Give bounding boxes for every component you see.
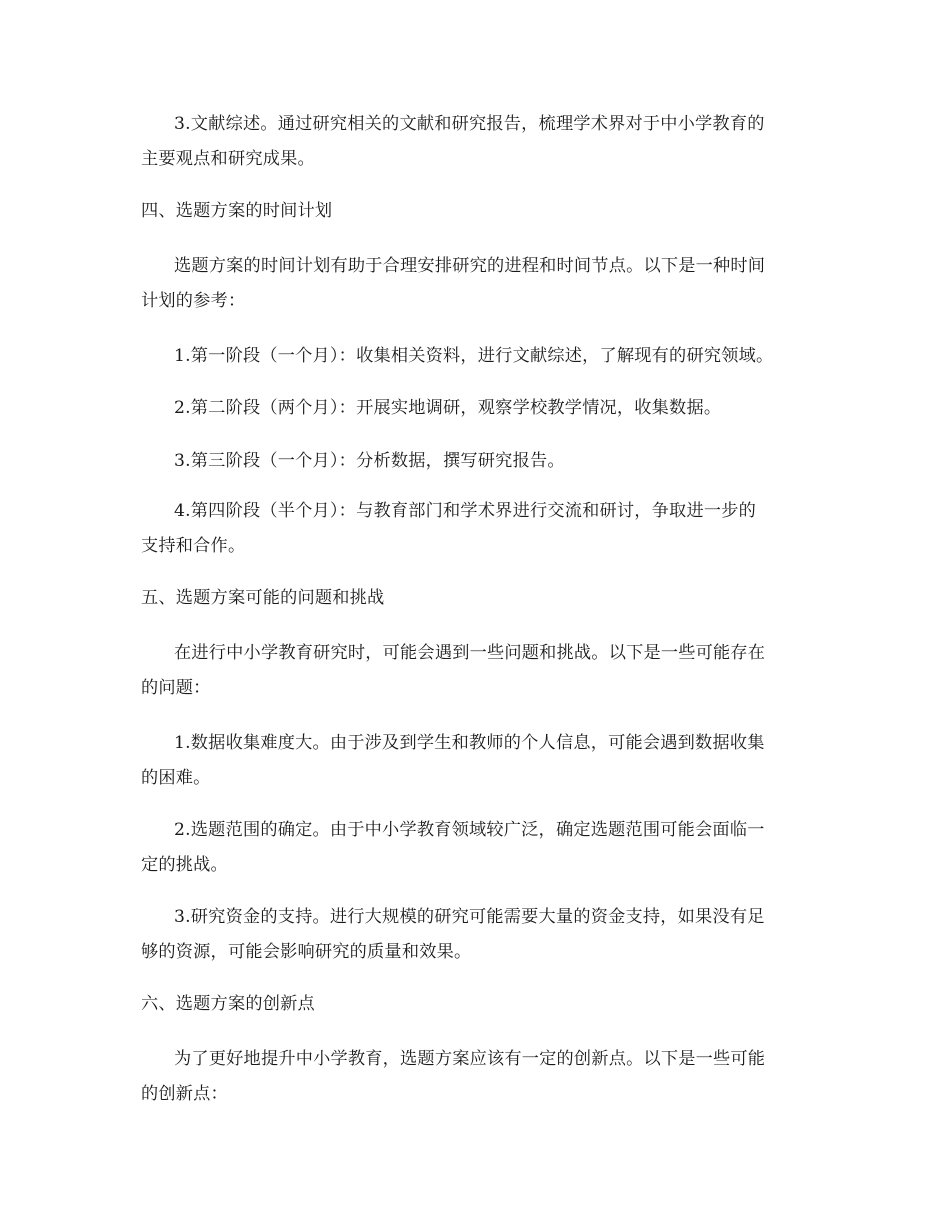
- list-item: 2.选题范围的确定。由于中小学教育领域较广泛，确定选题范围可能会面临一: [174, 820, 765, 840]
- list-item: 2.第二阶段（两个月）：开展实地调研，观察学校教学情况，收集数据。: [174, 398, 722, 418]
- paragraph-line: 选题方案的时间计划有助于合理安排研究的进程和时间节点。以下是一种时间: [174, 256, 766, 276]
- list-item: 定的挑战。: [141, 855, 228, 875]
- list-item: 够的资源，可能会影响研究的质量和效果。: [141, 942, 472, 962]
- paragraph-line: 在进行中小学教育研究时，可能会遇到一些问题和挑战。以下是一些可能存在: [174, 643, 766, 663]
- list-item: 的困难。: [141, 768, 211, 788]
- paragraph-line: 的创新点：: [141, 1084, 228, 1104]
- list-item: 1.数据收集难度大。由于涉及到学生和教师的个人信息，可能会遇到数据收集: [174, 733, 765, 753]
- list-item: 1.第一阶段（一个月）：收集相关资料，进行文献综述，了解现有的研究领域。: [174, 346, 774, 366]
- paragraph-line: 为了更好地提升中小学教育，选题方案应该有一定的创新点。以下是一些可能: [174, 1049, 766, 1069]
- list-item: 3.研究资金的支持。进行大规模的研究可能需要大量的资金支持，如果没有足: [174, 907, 765, 927]
- paragraph-line: 3.文献综述。通过研究相关的文献和研究报告，梳理学术界对于中小学教育的: [174, 114, 765, 134]
- section-heading: 六、选题方案的创新点: [141, 994, 315, 1014]
- section-heading: 四、选题方案的时间计划: [141, 201, 333, 221]
- paragraph-line: 计划的参考：: [141, 291, 246, 311]
- paragraph-line: 的问题：: [141, 678, 211, 698]
- section-heading: 五、选题方案可能的问题和挑战: [141, 588, 385, 608]
- list-item: 支持和合作。: [141, 536, 246, 556]
- list-item: 3.第三阶段（一个月）：分析数据，撰写研究报告。: [174, 451, 565, 471]
- list-item: 4.第四阶段（半个月）：与教育部门和学术界进行交流和研讨，争取进一步的: [174, 501, 756, 521]
- paragraph-line: 主要观点和研究成果。: [141, 149, 315, 169]
